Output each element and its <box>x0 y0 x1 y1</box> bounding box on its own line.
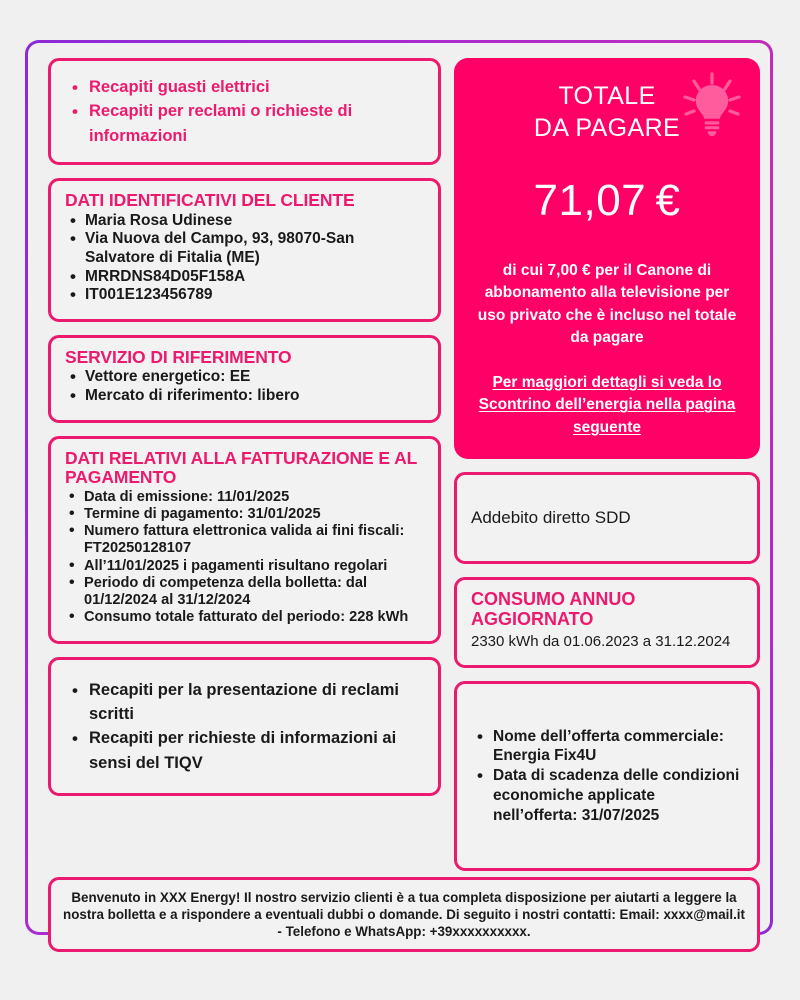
offer-expiry-date: Data di scadenza delle condizioni economiche applicate nell’offerta: 31/07/2025 <box>493 767 740 824</box>
service-reference-list <box>65 368 424 405</box>
list-item <box>65 726 424 775</box>
billing-payment-list <box>65 489 424 627</box>
customer-data-list <box>65 212 424 305</box>
contacts-top-list <box>65 75 424 148</box>
card-claims-contacts <box>48 657 441 797</box>
billing-payment-title: DATI RELATIVI ALLA FATTURAZIONE E AL PAGAMENTO <box>65 447 417 488</box>
annual-consumption-title-line2: AGGIORNATO <box>471 609 594 630</box>
customer-address: Via Nuova del Campo, 93, 98070-San Salvatore di Fitalia (ME) <box>85 230 355 266</box>
total-heading-line2: DA PAGARE <box>533 114 681 142</box>
customer-data-title: DATI IDENTIFICATIVI DEL CLIENTE <box>65 190 355 211</box>
footer-welcome-banner <box>48 877 760 952</box>
right-column <box>454 58 760 871</box>
card-annual-consumption <box>454 577 760 668</box>
billing-payment-status: All’11/01/2025 i pagamenti risultano regolari <box>84 557 388 574</box>
billing-issue-date: Data di emissione: 11/01/2025 <box>84 488 290 505</box>
list-item <box>65 286 424 305</box>
claims-written-item: Recapiti per la presentazione di reclami scritti <box>89 680 399 723</box>
commercial-offer-list <box>471 727 743 826</box>
claims-contacts-list <box>65 678 424 776</box>
customer-name: Maria Rosa Udinese <box>85 211 233 229</box>
left-column <box>48 58 441 871</box>
annual-consumption-title-line1: CONSUMO ANNUO <box>471 589 636 610</box>
card-commercial-offer <box>454 681 760 871</box>
card-service-reference <box>48 335 441 423</box>
contacts-top-item-0: Recapiti guasti elettrici <box>89 78 270 96</box>
billing-invoice-number: Numero fattura elettronica valida ai fini fiscali: FT20250128107 <box>84 523 405 557</box>
list-item <box>65 387 424 406</box>
claims-info-tiqv-item: Recapiti per richieste di informazioni ai sensi del TIQV <box>89 729 397 772</box>
list-item <box>65 575 424 609</box>
card-total-to-pay <box>454 58 760 459</box>
list-item <box>65 368 424 387</box>
customer-fiscal-code: MRRDNS84D05F158A <box>85 267 246 285</box>
list-item <box>65 558 424 575</box>
list-item <box>65 523 424 557</box>
list-item <box>471 766 743 825</box>
list-item <box>65 99 424 148</box>
card-payment-method <box>454 472 760 564</box>
service-energy-vector: Vettore energetico: EE <box>85 368 251 386</box>
card-contacts-top <box>48 58 441 165</box>
list-item <box>65 506 424 523</box>
total-amount: 71,07 € <box>533 176 681 225</box>
list-item <box>65 75 424 99</box>
list-item <box>65 609 424 626</box>
footer-welcome-text: Benvenuto in XXX Energy! Il nostro servizio clienti è a tua completa disposizione per aiutarti a leggere la nostra bolletta e a rispondere a eventuali dubbi o domande. Di seguito i nostri contatti: Email: xxxx@mail.it - Telefono e WhatsApp: +39xxxxxxxxxx. <box>63 890 745 940</box>
payment-method-label: Addebito diretto SDD <box>471 508 631 528</box>
total-heading-line1: TOTALE <box>558 82 656 110</box>
list-item <box>65 212 424 231</box>
annual-consumption-title <box>471 590 743 630</box>
card-customer-data <box>48 178 441 322</box>
list-item <box>471 727 743 767</box>
list-item <box>65 678 424 727</box>
list-item <box>65 230 424 267</box>
content-columns <box>48 58 760 871</box>
card-billing-payment <box>48 436 441 644</box>
total-tv-fee-note: di cui 7,00 € per il Canone di abbonamento alla televisione per uso privato che è incluso nel totale da pagare <box>477 262 737 347</box>
contacts-top-item-1: Recapiti per reclami o richieste di informazioni <box>89 102 353 145</box>
billing-total-consumption: Consumo totale fatturato del periodo: 228 kWh <box>84 609 409 626</box>
lightbulb-icon <box>680 71 744 137</box>
annual-consumption-value: 2330 kWh da 01.06.2023 a 31.12.2024 <box>471 632 731 650</box>
service-reference-title: SERVIZIO DI RIFERIMENTO <box>65 346 292 367</box>
total-details-link[interactable]: Per maggiori dettagli si veda lo Scontrino dell’energia nella pagina seguente <box>478 373 736 436</box>
offer-name: Nome dell’offerta commerciale: Energia Fix4U <box>493 727 724 765</box>
list-item <box>65 489 424 506</box>
list-item <box>65 268 424 287</box>
customer-pod-code: IT001E123456789 <box>85 286 213 304</box>
service-market-type: Mercato di riferimento: libero <box>85 386 300 404</box>
billing-due-date: Termine di pagamento: 31/01/2025 <box>84 505 321 522</box>
billing-period: Periodo di competenza della bolletta: dal 01/12/2024 al 31/12/2024 <box>84 574 368 609</box>
